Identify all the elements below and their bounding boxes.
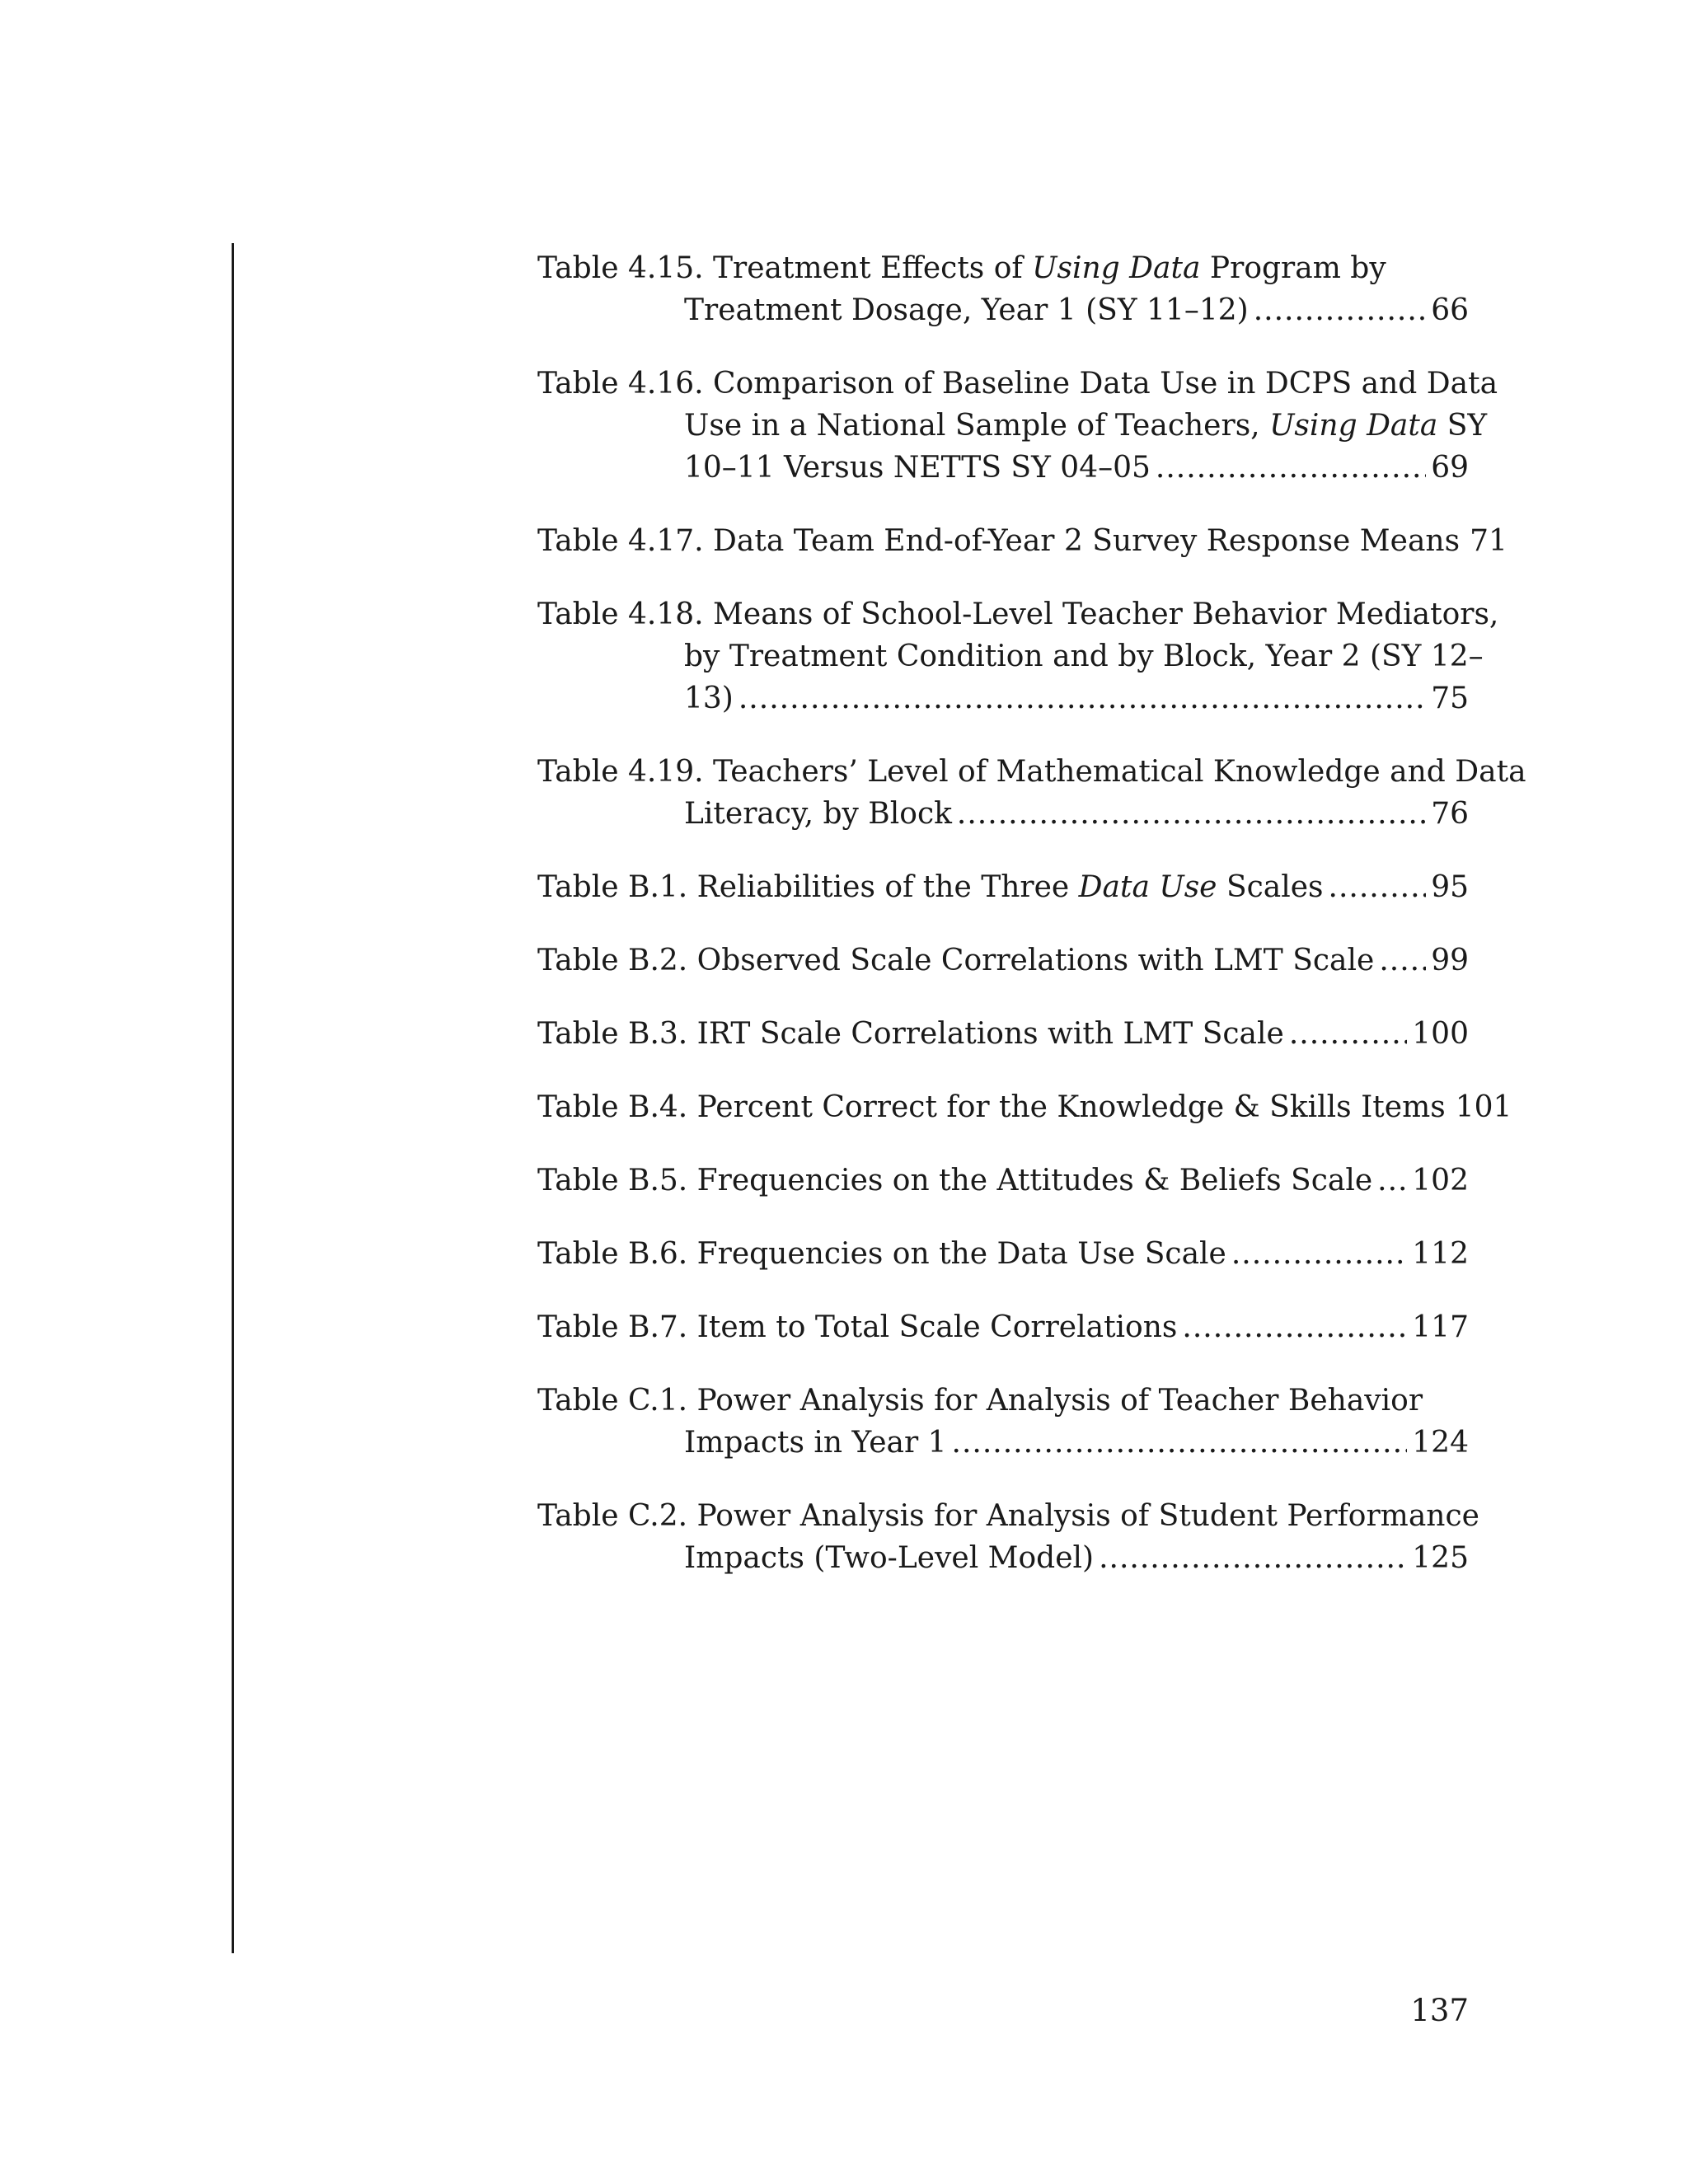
toc-entry-text: [537, 1160, 1372, 1202]
toc-entry-text: [537, 251, 1386, 285]
toc-entry-text: [684, 793, 952, 835]
toc-entry-page-number[interactable]: 66: [1431, 293, 1469, 327]
dot-leader: [1289, 1013, 1407, 1055]
dot-leader: [952, 1422, 1408, 1464]
toc-entry-page-number[interactable]: 76: [1431, 797, 1469, 831]
toc-entry-text-roman: Impacts (Two-Level Model): [684, 1541, 1095, 1575]
toc-entry[interactable]: [537, 1086, 1512, 1128]
toc-entry[interactable]: [537, 363, 1498, 489]
toc-entry-text-roman: Table B.5. Frequencies on the Attitudes & Beliefs Scale: [537, 1164, 1373, 1197]
toc-entry-page-number[interactable]: 125: [1412, 1541, 1469, 1575]
toc-entry[interactable]: [537, 1306, 1469, 1348]
toc-entry[interactable]: [537, 1380, 1469, 1464]
toc-entry-text-roman: Literacy, by Block: [684, 797, 952, 831]
toc-entry-text-italic: Using Data: [1032, 251, 1201, 285]
toc-entry-text-roman: Table 4.16. Comparison of Baseline Data Use in DCPS and Data: [537, 367, 1498, 401]
dot-leader: [957, 793, 1426, 835]
toc-entry-text-roman: 10–11 Versus NETTS SY 04–05: [684, 451, 1151, 485]
toc-entry-text-roman: Use in a National Sample of Teachers,: [684, 409, 1270, 443]
toc-entry-last-line: [537, 866, 1469, 908]
toc-entry-text-roman: Table B.6. Frequencies on the Data Use Scale: [537, 1237, 1226, 1271]
dot-leader: [1231, 1233, 1407, 1275]
toc-entry-text: [684, 640, 1484, 673]
toc-entry-text: [537, 367, 1498, 401]
toc-entry-line: [537, 247, 1469, 289]
toc-entry-page-number[interactable]: 71: [1470, 524, 1507, 558]
toc-entry-last-line: [537, 793, 1469, 835]
toc-entry-text-roman: 13): [684, 682, 734, 715]
dot-leader: [1182, 1306, 1407, 1348]
toc-entry-text-roman: Table 4.19. Teachers’ Level of Mathematical Knowledge and Data: [537, 755, 1526, 789]
page-number: 137: [1410, 1993, 1469, 2028]
toc-entry-text: [537, 1499, 1479, 1533]
toc-entry-text: [684, 289, 1249, 331]
toc-entry-text-roman: Table C.1. Power Analysis for Analysis of Teacher Behavior: [537, 1384, 1423, 1418]
toc-entry-last-line: [537, 447, 1469, 489]
toc-entry-text-roman: by Treatment Condition and by Block, Year 2 (SY 12–: [684, 640, 1484, 673]
toc-entry[interactable]: [537, 247, 1469, 331]
toc-entry-page-number[interactable]: 95: [1431, 870, 1469, 904]
toc-entry-page-number[interactable]: 112: [1412, 1237, 1469, 1271]
toc-entry-text: [684, 447, 1151, 489]
toc-entry-text: [537, 755, 1526, 789]
toc-entry[interactable]: [537, 520, 1507, 562]
toc-entry-page-number[interactable]: 99: [1431, 944, 1469, 977]
toc-entry-text: [537, 598, 1498, 631]
toc-entry-line: [537, 1495, 1479, 1537]
toc-entry-text-roman: SY: [1437, 409, 1488, 443]
toc-entry-line: [537, 363, 1498, 405]
toc-entry-last-line: [537, 1013, 1469, 1055]
list-of-tables: [537, 247, 1526, 1610]
toc-entry-line: [537, 635, 1484, 677]
toc-entry-line: [537, 405, 1488, 447]
toc-entry-line: [537, 751, 1526, 793]
toc-entry-text: [684, 1537, 1094, 1579]
toc-entry-last-line: [537, 289, 1469, 331]
toc-entry[interactable]: [537, 593, 1499, 719]
toc-entry-page-number[interactable]: 124: [1412, 1426, 1469, 1460]
toc-entry-text: [684, 677, 734, 719]
toc-entry[interactable]: [537, 940, 1469, 982]
dot-leader: [1377, 1160, 1407, 1202]
toc-entry-text: [537, 1086, 1446, 1128]
toc-entry-line: [537, 1380, 1469, 1422]
dot-leader: [1254, 289, 1427, 331]
toc-entry-text: [537, 1233, 1226, 1275]
dot-leader: [1379, 940, 1426, 982]
toc-entry-text-roman: Table 4.17. Data Team End-of-Year 2 Survey Response Means: [537, 524, 1461, 558]
toc-entry-page-number[interactable]: 100: [1412, 1017, 1469, 1051]
toc-entry-text-roman: Table B.7. Item to Total Scale Correlations: [537, 1310, 1178, 1344]
toc-entry-text-roman: Treatment Dosage, Year 1 (SY 11–12): [684, 293, 1249, 327]
toc-entry[interactable]: [537, 751, 1526, 835]
toc-entry-text-roman: Table B.4. Percent Correct for the Knowledge & Skills Items: [537, 1090, 1446, 1124]
toc-entry-last-line: [537, 1306, 1469, 1348]
toc-entry[interactable]: [537, 1013, 1469, 1055]
toc-entry-text-roman: Scales: [1217, 870, 1324, 904]
toc-entry-text-roman: Table B.1. Reliabilities of the Three: [537, 870, 1079, 904]
toc-entry-text: [537, 1306, 1177, 1348]
toc-entry-text-roman: Table 4.18. Means of School-Level Teacher Behavior Mediators,: [537, 598, 1499, 631]
toc-entry[interactable]: [537, 1495, 1479, 1579]
toc-entry-last-line: [537, 1233, 1469, 1275]
toc-entry-text: [537, 866, 1324, 908]
dot-leader: [1329, 866, 1427, 908]
toc-entry[interactable]: [537, 866, 1469, 908]
dot-leader: [1156, 447, 1426, 489]
toc-entry-last-line: [537, 677, 1469, 719]
toc-entry-text-roman: Table B.2. Observed Scale Correlations with LMT Scale: [537, 944, 1375, 977]
toc-entry-page-number[interactable]: 69: [1431, 451, 1469, 485]
toc-entry-text: [537, 520, 1460, 562]
toc-entry-text-italic: Using Data: [1269, 409, 1438, 443]
toc-entry[interactable]: [537, 1233, 1469, 1275]
toc-entry-text-italic: Data Use: [1078, 870, 1217, 904]
toc-entry-page-number[interactable]: 117: [1412, 1310, 1469, 1344]
margin-rule: [232, 243, 234, 1953]
toc-entry-text-roman: Table C.2. Power Analysis for Analysis of Student Performance: [537, 1499, 1479, 1533]
toc-entry-text: [537, 1384, 1423, 1418]
toc-entry-text: [537, 940, 1374, 982]
toc-entry-line: [537, 593, 1499, 635]
toc-entry-text-roman: Impacts in Year 1: [684, 1426, 947, 1460]
toc-entry-page-number[interactable]: 75: [1431, 682, 1469, 715]
toc-entry[interactable]: [537, 1160, 1469, 1202]
toc-entry-last-line: [537, 1537, 1469, 1579]
toc-entry-page-number[interactable]: 102: [1412, 1164, 1469, 1197]
toc-entry-text-roman: Table B.3. IRT Scale Correlations with LMT Scale: [537, 1017, 1284, 1051]
toc-entry-last-line: [537, 940, 1469, 982]
toc-entry-last-line: [537, 1160, 1469, 1202]
dot-leader: [1099, 1537, 1407, 1579]
toc-entry-last-line: [537, 1422, 1469, 1464]
toc-entry-text-roman: Table 4.15. Treatment Effects of: [537, 251, 1033, 285]
toc-entry-last-line: [537, 520, 1507, 562]
toc-entry-page-number[interactable]: 101: [1455, 1090, 1512, 1124]
toc-entry-text: [684, 1422, 947, 1464]
toc-entry-text: [684, 409, 1487, 443]
dot-leader: [738, 677, 1426, 719]
toc-entry-text: [537, 1013, 1284, 1055]
toc-entry-last-line: [537, 1086, 1512, 1128]
toc-entry-text-roman: Program by: [1200, 251, 1386, 285]
